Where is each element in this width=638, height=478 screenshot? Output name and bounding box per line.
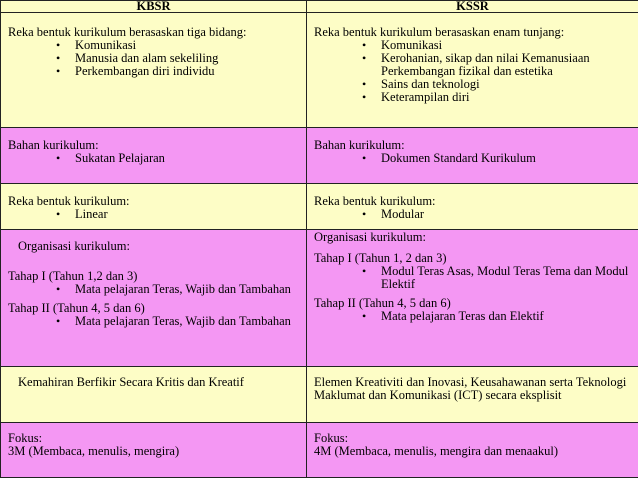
kbsr-structure-list [8,208,302,221]
cell-kssr-elements [307,367,638,423]
cell-kbsr-materials [1,128,307,184]
kbsr-materials-list [8,152,302,165]
kbsr-focus-title: Fokus: [8,431,43,445]
header-kbsr: KBSR [1,1,307,13]
list-item: • Modular [362,208,634,221]
list-item: • Komunikasi [362,39,634,52]
kssr-design-list [314,39,634,104]
kbsr-tahap1-list [8,283,302,296]
header-kssr: KSSR [307,1,638,13]
kssr-tahap1-label: Tahap I (Tahun 1, 2 dan 3) [314,251,447,265]
kssr-focus-text: 4M (Membaca, menulis, mengira dan menaakul) [314,444,559,458]
cell-kssr-focus [307,423,638,478]
kssr-tahap1-list [314,265,634,291]
row-curriculum-design-areas [1,13,638,128]
kbsr-tahap1-label: Tahap I (Tahun 1,2 dan 3) [8,269,138,283]
list-item: • Kerohanian, sikap dan nilai Kemanusiaan Perkembangan fizikal dan estetika [362,52,621,78]
header-row [1,1,638,13]
kbsr-skills-text: Kemahiran Berfikir Secara Kritis dan Kreatif [18,375,244,389]
list-item: • Sukatan Pelajaran [56,152,302,165]
list-item: • Perkembangan diri individu [56,65,302,78]
kssr-materials-title: Bahan kurikulum: [314,138,405,152]
kssr-structure-list [314,208,634,221]
cell-kssr-organisation [307,230,638,367]
kssr-focus-title: Fokus: [314,431,349,445]
kbsr-structure-title: Reka bentuk kurikulum: [8,194,130,208]
cell-kbsr-design-areas [1,13,307,128]
cell-kbsr-organisation [1,230,307,367]
kssr-tahap2-list [314,310,634,323]
kssr-organisation-title: Organisasi kurikulum: [314,230,426,244]
kssr-design-title: Reka bentuk kurikulum berasaskan enam tunjang: [314,25,565,39]
kbsr-organisation-title: Organisasi kurikulum: [18,239,130,253]
kssr-structure-title: Reka bentuk kurikulum: [314,194,436,208]
row-skills-elements [1,367,638,423]
list-item: • Modul Teras Asas, Modul Teras Tema dan Modul Elektif [362,265,638,291]
row-curriculum-organisation [1,230,638,367]
list-item: • Linear [56,208,302,221]
cell-kbsr-structure [1,184,307,230]
kssr-tahap2-label: Tahap II (Tahun 4, 5 dan 6) [314,296,451,310]
row-curriculum-materials [1,128,638,184]
cell-kbsr-focus [1,423,307,478]
list-item: • Sains dan teknologi [362,78,634,91]
list-item: • Mata pelajaran Teras, Wajib dan Tambahan [56,315,295,328]
kbsr-focus-text: 3M (Membaca, menulis, mengira) [8,444,180,458]
kbsr-design-list [8,39,302,78]
cell-kbsr-skills [1,367,307,423]
kbsr-materials-title: Bahan kurikulum: [8,138,99,152]
row-curriculum-structure [1,184,638,230]
list-item: • Dokumen Standard Kurikulum [362,152,634,165]
row-focus [1,423,638,478]
cell-kssr-structure [307,184,638,230]
cell-kssr-materials [307,128,638,184]
kbsr-tahap2-label: Tahap II (Tahun 4, 5 dan 6) [8,301,145,315]
list-item: • Keterampilan diri [362,91,634,104]
kssr-materials-list [314,152,634,165]
kssr-elements-text: Elemen Kreativiti dan Inovasi, Keusahawanan serta Teknologi Maklumat dan Komunikasi (ICT) secara eksplisit [314,375,627,402]
list-item: • Mata pelajaran Teras, Wajib dan Tambahan [56,283,295,296]
kbsr-design-title: Reka bentuk kurikulum berasaskan tiga bidang: [8,25,247,39]
list-item: • Komunikasi [56,39,302,52]
list-item: • Mata pelajaran Teras dan Elektif [362,310,634,323]
cell-kssr-design-areas [307,13,638,128]
list-item: • Manusia dan alam sekeliling [56,52,302,65]
kbsr-tahap2-list [8,315,302,328]
